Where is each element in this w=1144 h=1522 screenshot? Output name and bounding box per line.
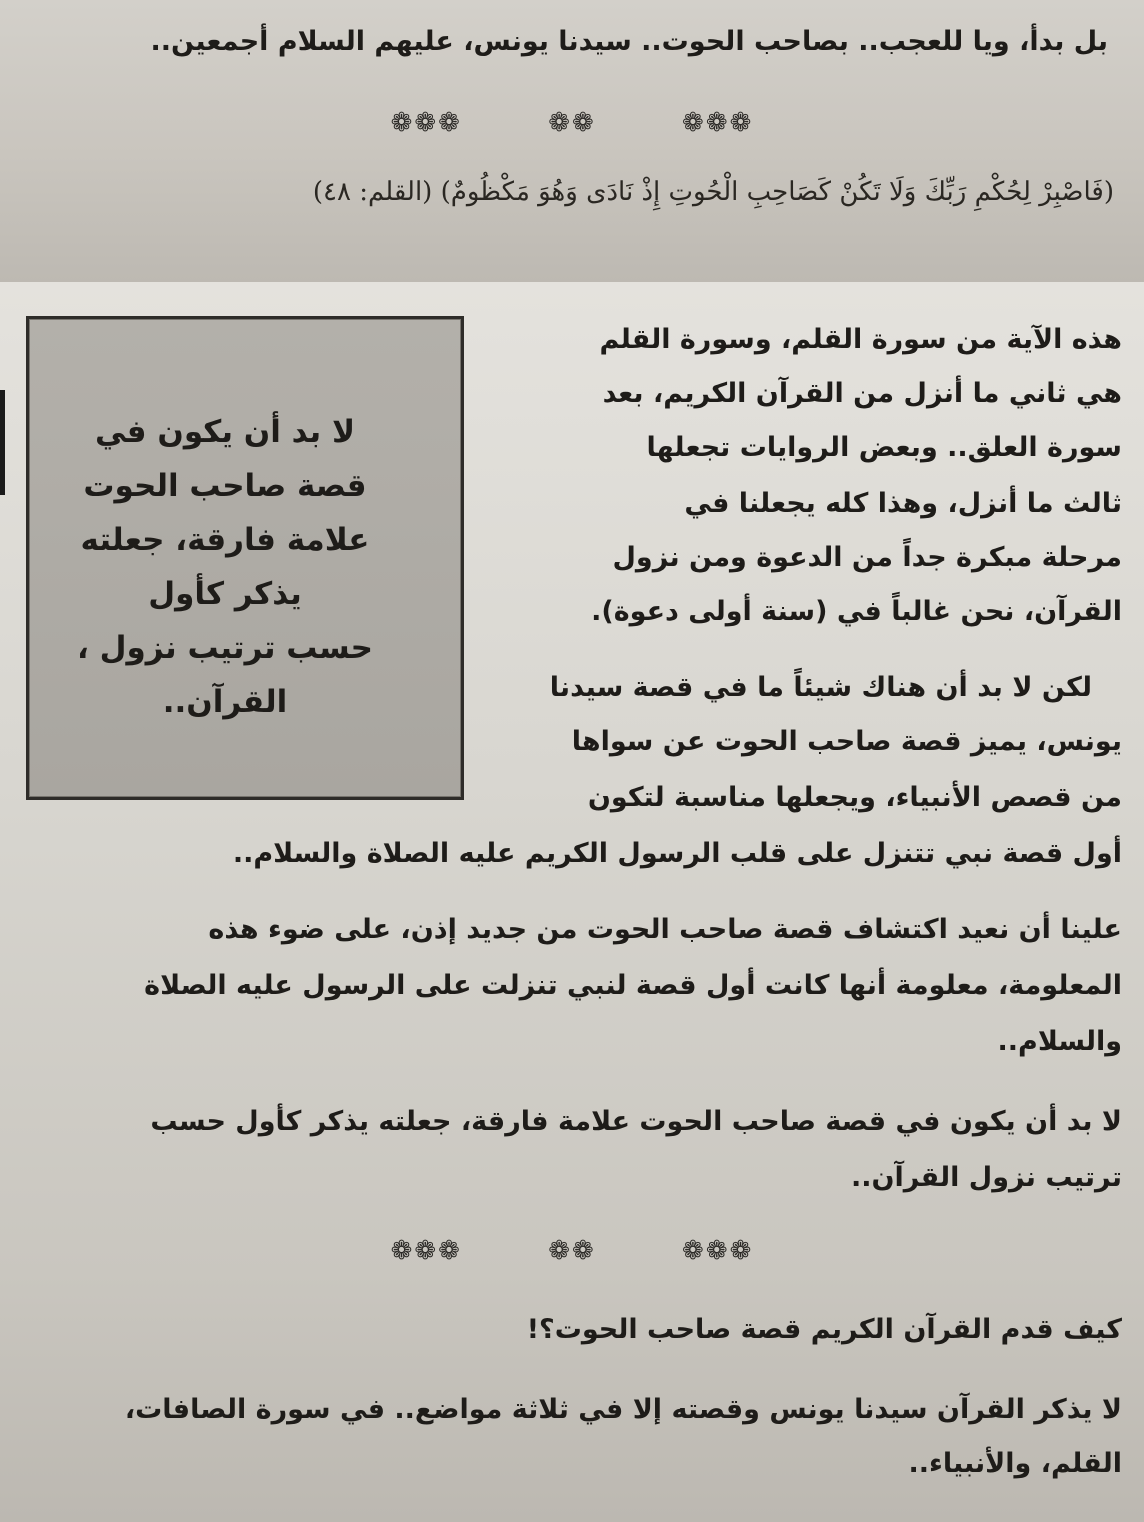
body-line: يونس، يميز قصة صاحب الحوت عن سواها [571,726,1122,757]
ornament-icon: ❁❁ [548,1236,596,1266]
pull-quote-line: القرآن.. [162,684,288,720]
ornament-icon: ❁❁❁ [390,1236,462,1266]
pull-quote-line: علامة فارقة، جعلته [80,522,370,558]
body-line: من قصص الأنبياء، ويجعلها مناسبة لتكون [587,782,1122,813]
body-line: ترتيب نزول القرآن.. [850,1162,1122,1193]
body-line: المعلومة، معلومة أنها كانت أول قصة لنبي تنزلت على الرسول عليه الصلاة [144,970,1122,1001]
body-line: سورة العلق.. وبعض الروايات تجعلها [646,432,1122,463]
ornament-divider-bottom [0,1236,1144,1276]
page-edge-mark [0,390,5,495]
header-line: بل بدأ، ويا للعجب.. بصاحب الحوت.. سيدنا يونس، عليهم السلام أجمعين.. [150,26,1108,57]
body-line: مرحلة مبكرة جداً من الدعوة ومن نزول [612,542,1122,573]
ornament-icon: ❁❁ [548,108,596,138]
body-line: لا يذكر القرآن سيدنا يونس وقصته إلا في ثلاثة مواضع.. في سورة الصافات، [124,1394,1122,1425]
quran-verse: (فَاصْبِرْ لِحُكْمِ رَبِّكَ وَلَا تَكُنْ كَصَاحِبِ الْحُوتِ إِذْ نَادَى وَهُوَ مَكْظُومٌ) (القلم: ٤٨) [312,177,1114,207]
ornament-icon: ❁❁❁ [682,1236,754,1266]
pull-quote-text [40,405,410,729]
body-line: ثالث ما أنزل، وهذا كله يجعلنا في [684,488,1122,519]
ornament-icon: ❁❁❁ [390,108,462,138]
body-line: القلم، والأنبياء.. [908,1448,1122,1479]
pull-quote-line: يذكر كأول [148,576,302,612]
body-line: علينا أن نعيد اكتشاف قصة صاحب الحوت من جديد إذن، على ضوء هذه [208,914,1122,945]
body-line: لكن لا بد أن هناك شيئاً ما في قصة سيدنا [549,672,1092,703]
body-line: هذه الآية من سورة القلم، وسورة القلم [599,324,1122,355]
pull-quote-line: قصة صاحب الحوت [83,468,367,504]
body-line: لا بد أن يكون في قصة صاحب الحوت علامة فارقة، جعلته يذكر كأول حسب [150,1106,1122,1137]
ornament-icon: ❁❁❁ [682,108,754,138]
body-line: والسلام.. [997,1026,1122,1057]
pull-quote-line: حسب ترتيب نزول ، [77,630,373,666]
section-question: كيف قدم القرآن الكريم قصة صاحب الحوت؟! [526,1314,1122,1345]
ornament-divider-top [0,108,1144,148]
body-line: القرآن، نحن غالباً في (سنة أولى دعوة). [591,596,1122,627]
body-line: هي ثاني ما أنزل من القرآن الكريم، بعد [602,378,1122,409]
pull-quote-line: لا بد أن يكون في [94,414,356,450]
body-line: أول قصة نبي تتنزل على قلب الرسول الكريم عليه الصلاة والسلام.. [232,838,1122,869]
